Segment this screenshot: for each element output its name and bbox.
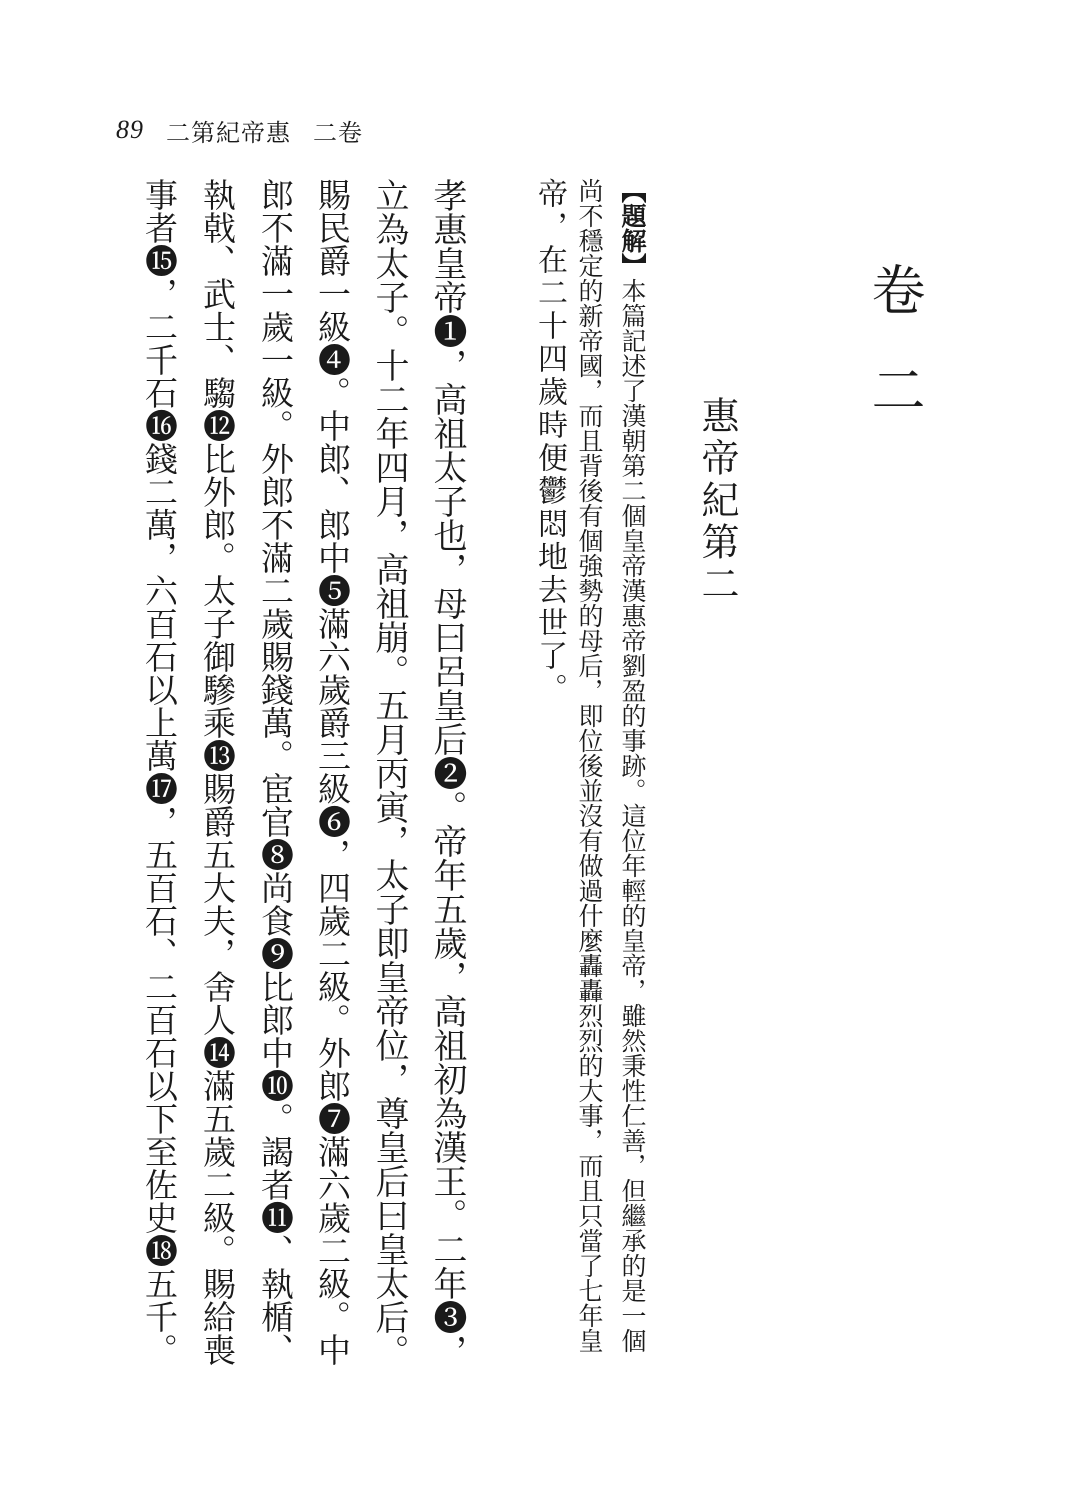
intro-line-1-text: 本篇記述了漢朝第二個皇帝漢惠帝劉盈的事跡。這位年輕的皇帝，雖然秉性仁善，但繼承的是一個	[618, 278, 647, 1353]
intro-line-1	[620, 178, 645, 1398]
main-text-line-5: 執戟、武士、騶⓬比外郎。太子御驂乘⓭賜爵五大夫，舍人⓮滿五歲二級。賜給喪	[198, 178, 237, 1366]
main-text-line-1: 孝惠皇帝❶，高祖太子也，母曰呂皇后❷。帝年五歲，高祖初為漢王。二年❸，	[427, 178, 467, 1368]
running-head-volume: 二卷	[313, 118, 363, 147]
running-head	[116, 112, 363, 148]
intro-label: 【題解】	[618, 178, 647, 278]
running-head-title: 二第紀帝惠	[166, 118, 291, 147]
main-text-line-2: 立為太子。十二年四月，高祖崩。五月丙寅，太子即皇帝位，尊皇后曰皇太后。	[369, 178, 409, 1368]
main-text-line-4: 郎不滿一歲一級。外郎不滿二歲賜錢萬。宦官❽尚食❾比郎中❿。謁者⓫、執楯、	[256, 178, 295, 1366]
page-number: 89	[116, 115, 144, 144]
intro-line-3: 帝，在二十四歲時便鬱悶地去世了。	[532, 178, 567, 706]
main-text-line-6: 事者⓯，二千石⓰錢二萬，六百石以上萬⓱，五百石、二百石以下至佐史⓲五千。	[140, 178, 179, 1366]
volume-title: 卷二	[863, 262, 926, 462]
chapter-title: 惠帝紀第二	[695, 396, 739, 606]
intro-line-2: 尚不穩定的新帝國，而且背後有個強勢的母后，即位後並沒有做過什麼轟轟烈烈的大事，而且只當了七年皇	[575, 178, 604, 1353]
main-text-line-3: 賜民爵一級❹。中郎、郎中❺滿六歲爵三級❻，四歲二級。外郎❼滿六歲二級。中	[313, 178, 352, 1366]
